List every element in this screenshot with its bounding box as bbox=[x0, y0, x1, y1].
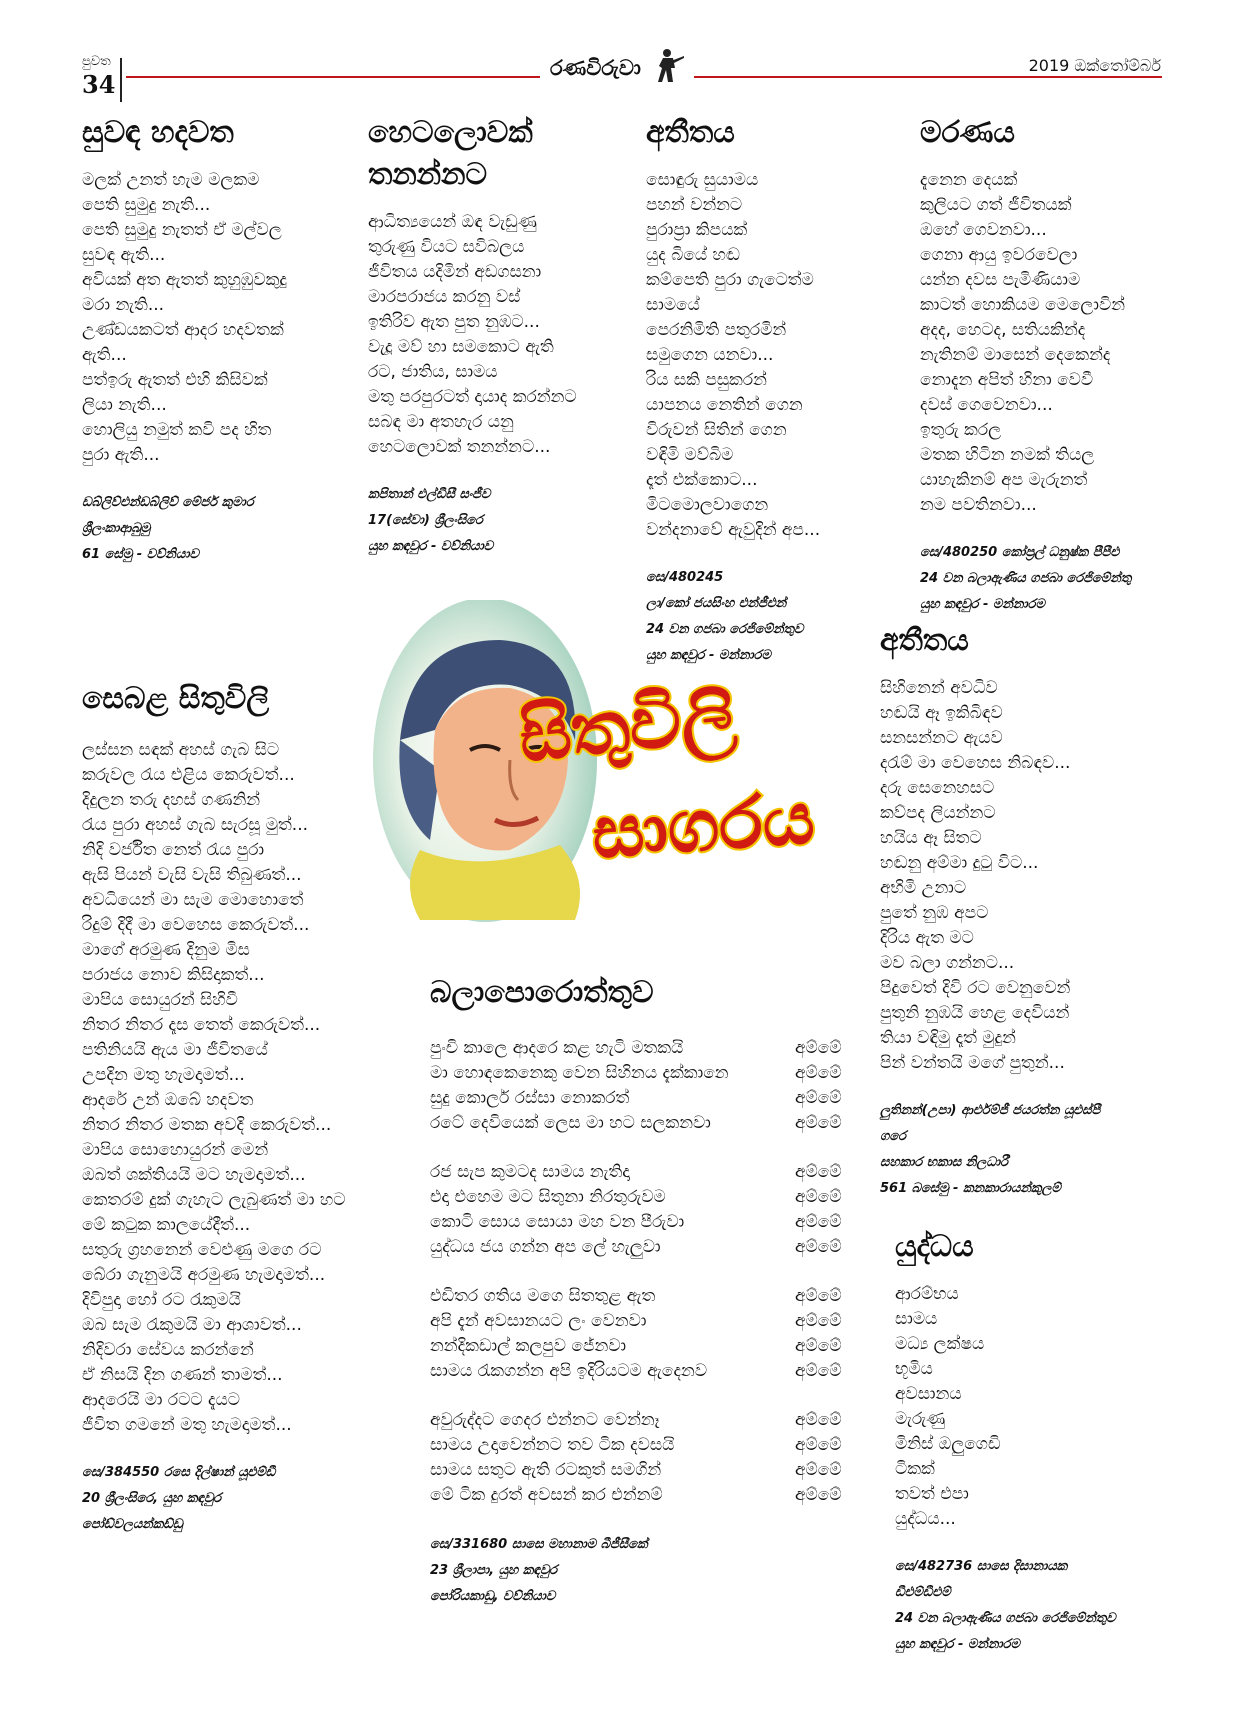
poem-line: ඇසි පියන් වැසි වැසි තිබුණත්... bbox=[82, 865, 302, 885]
poem-line: යන්න දවස පැමිණියාම bbox=[920, 270, 1081, 290]
poem-line: සනසන්නට ඇයව bbox=[880, 728, 1003, 748]
poem-row: මා හොඳකෙනෙකු වෙන සිහිනය දැක්කානෙ අම්මේ bbox=[430, 1061, 870, 1086]
poem-line: මතක හිටින නමක් තියල bbox=[920, 445, 1095, 465]
poem-title: අතීතය bbox=[646, 115, 735, 150]
poem-title: මරණය bbox=[920, 115, 1015, 150]
poem-line: රට, ජාතිය, සාමය bbox=[368, 362, 498, 382]
poem-line: ජීවිත ගමනේ මතු හැමදාමත්... bbox=[82, 1415, 292, 1435]
credit-line: ලා/කෝ ජයසිංහ එන්ජීඑන් bbox=[646, 596, 787, 611]
credit-line: සෙ/480250 කෝප්‍රල් ධනුෂ්ක පීපීඑ bbox=[920, 545, 1120, 560]
poem-line: මාරපරාජය කරනු වස් bbox=[368, 287, 521, 307]
credit-line: 20 ශ්‍රීලංසිරෙ, යුහ කඳවුර bbox=[82, 1491, 222, 1506]
poem-lines bbox=[880, 676, 1180, 1076]
poem-row: සාමය රැකගන්න අපි ඉදිරියටම ඇදෙනව අම්මේ bbox=[430, 1359, 870, 1384]
poem-line: සොඳුරු සුයාමය bbox=[646, 170, 759, 190]
poem-line: මාපිය සොයුරන් සිහිවී bbox=[82, 990, 238, 1010]
poem-lines bbox=[368, 210, 618, 460]
stanza bbox=[430, 1408, 870, 1508]
poem-credit bbox=[920, 540, 1180, 618]
poem-line: ඔහේ ගෙවනවා... bbox=[920, 220, 1047, 240]
sithuwili-sagaraya-artwork bbox=[360, 600, 860, 930]
poem-lines bbox=[82, 168, 352, 468]
credit-line: 24 වන බලාඇණිය ගජබා රෙජිමේන්තුව bbox=[895, 1611, 1116, 1626]
refrain: අම්මේ bbox=[795, 1361, 842, 1381]
poem-line: සතුරු ග්‍රහනෙන් වෙළුණු මගෙ රට bbox=[82, 1240, 322, 1260]
credit-line: යුහ කඳවුර - මන්නාරම bbox=[646, 648, 771, 663]
credit-line: 24 වන ගජබා රෙජිමේන්තුව bbox=[646, 622, 804, 637]
poem-balaporoththuwa bbox=[430, 972, 870, 1610]
poem-row: නන්දිකඩාල් කලපුව ජේනවා අම්මේ bbox=[430, 1334, 870, 1359]
poem-line: තියා වඳිමු දෑත් මුදුන් bbox=[880, 1028, 1016, 1048]
poem-line: පින් වන්තයි මගේ පුතුන්... bbox=[880, 1053, 1065, 1073]
poem-line: පුරා ඇති... bbox=[82, 445, 160, 465]
poem-row: සාමය උදාවෙන්නට තව ටික දවසයි අම්මේ bbox=[430, 1433, 870, 1458]
poem-line: සුවඳ ඇති... bbox=[82, 245, 166, 265]
poem-line: කුලියට ගත් ජීවිතයක් bbox=[920, 195, 1072, 215]
poem-line: සබඳ මා අතහැර යනු bbox=[368, 412, 514, 432]
refrain: අම්මේ bbox=[795, 1410, 842, 1430]
poem-line: විරුවන් සිතින් ගෙන bbox=[646, 420, 787, 440]
poem-line: කරුවල රැය එළිය කෙරුවත්... bbox=[82, 765, 295, 785]
poem-row: රජ සැප කුමටද සාමය නැතිදා අම්මේ bbox=[430, 1160, 870, 1185]
credit-line: යුහ කඳවුර - මන්නාරම bbox=[895, 1637, 1020, 1652]
poem-line: මාපිය සොහොයුරන් මෙන් bbox=[82, 1140, 269, 1160]
poem-line: හඬයි ඈ ඉකිබිඳව bbox=[880, 703, 1003, 723]
poem-title: සෙබළ සිතුවිලි bbox=[82, 681, 270, 716]
poem-credit bbox=[82, 1460, 382, 1538]
poem-line: නම පවතිනවා... bbox=[920, 495, 1037, 515]
poem-title: අතීතය bbox=[880, 623, 969, 658]
poem-line: සාමය bbox=[895, 1309, 938, 1329]
poem-line: ඉතිරිව ඇත පුත නුඹට... bbox=[368, 312, 540, 332]
poem-lines bbox=[895, 1282, 1155, 1532]
credit-line: යුහ කඳවුර - වව්නියාව bbox=[368, 539, 494, 554]
poem-line: මලක් උනත් හැම මලකම bbox=[82, 170, 260, 190]
credit-line: 24 වන බලාඇණිය ගජබා රෙජිමේන්තු bbox=[920, 571, 1132, 586]
poem-line: සාමයේ bbox=[646, 295, 700, 315]
refrain: අම්මේ bbox=[795, 1460, 842, 1480]
poem-yuddhaya bbox=[895, 1226, 1155, 1658]
poem-line: නැතිනම් මාසෙන් දෙකෙන්ද bbox=[920, 345, 1111, 365]
stanza bbox=[430, 1284, 870, 1384]
poem-line: කව්පද ලියන්නට bbox=[880, 803, 996, 823]
poem-line: උපදින මතු හැමදාමත්... bbox=[82, 1065, 245, 1085]
page-label: පුවත bbox=[82, 54, 111, 69]
poem-credit bbox=[82, 490, 352, 568]
credit-line: පෝරියකාඩු, වව්නියාව bbox=[430, 1589, 556, 1604]
refrain: අම්මේ bbox=[795, 1485, 842, 1505]
stanza bbox=[430, 1160, 870, 1260]
poem-title: හෙටලොවක් තනන්නට bbox=[368, 115, 533, 192]
poem-row: කොටි සොය සොයා මහ වන පීරුවා අම්මේ bbox=[430, 1210, 870, 1235]
poem-line: අවධියෙන් මා සැම මොහොතේ bbox=[82, 890, 304, 910]
poem-line: නොදැන අපිත් හිනා වෙවී bbox=[920, 370, 1094, 390]
poem-line: වඳිමි මව්බිම bbox=[646, 445, 734, 465]
poem-line: ආධිත්‍යයෙන් ඔඳ වැඩුණු bbox=[368, 212, 537, 232]
artwork-title-line2: සාගරය bbox=[589, 775, 818, 875]
header-rule-right bbox=[694, 76, 1162, 78]
poem-line: මව බලා ගන්නට... bbox=[880, 953, 1015, 973]
poem-line: බේරා ගැනුමයි අරමුණ හැමදාමත්... bbox=[82, 1265, 326, 1285]
credit-line: ඩීඑම්ඩීඑම් bbox=[895, 1585, 951, 1600]
poem-line: පෙති සුමුදු නැති... bbox=[82, 195, 211, 215]
credit-line: සෙ/384550 රසෙ දිල්ෂාන් යූඑම්ඩී bbox=[82, 1465, 276, 1480]
refrain: අම්මේ bbox=[795, 1237, 842, 1257]
poem-line: යුද බියේ හඬ bbox=[646, 245, 741, 265]
credit-line: සෙ/480245 bbox=[646, 570, 724, 585]
poem-line: මතු පරපුරටත් දායාද කරන්නට bbox=[368, 387, 577, 407]
woman-portrait-icon bbox=[399, 640, 580, 920]
poem-line: රිදුම් දිදී මා වෙහෙස කෙරුවත්... bbox=[82, 915, 310, 935]
poem-row: එදා එහෙම මට සිතුනා නිරතුරුවම අම්මේ bbox=[430, 1185, 870, 1210]
poem-line: දරු සෙනෙහසට bbox=[880, 778, 995, 798]
poem-line: ඒ නිසයි දින ගණන් තාමත්... bbox=[82, 1365, 283, 1385]
poem-line: මේ කටුක කාලයේදීත්... bbox=[82, 1215, 251, 1235]
poem-line: පරාජය නොව කිසිදාකත්... bbox=[82, 965, 265, 985]
poem-line: මිනිස් ඔලුගෙඩි bbox=[895, 1434, 1001, 1454]
poem-row: අවුරුද්දට ගෙදර එන්නට වෙන්නෑ අම්මේ bbox=[430, 1408, 870, 1433]
credit-line: 61 සේමු - වව්නියාව bbox=[82, 547, 199, 562]
refrain: අම්මේ bbox=[795, 1286, 842, 1306]
poem-lines bbox=[920, 168, 1180, 518]
refrain: අම්මේ bbox=[795, 1088, 842, 1108]
credit-line: 23 ශ්‍රීලාපා, යුහ කඳවුර bbox=[430, 1563, 558, 1578]
soldier-silhouette-icon bbox=[653, 48, 685, 84]
credit-line: සහකාර භකාස නිලධාරී bbox=[880, 1155, 1008, 1170]
credit-line: ලුතිනන්(උපා) ආර්එම්ජී ජයරත්න යූඑස්පී bbox=[880, 1103, 1101, 1118]
credit-line: සෙ/331680 සාසෙ මහානාම බීජීසීකේ bbox=[430, 1537, 648, 1552]
poem-line: ජීවිතය යදිමින් අඩගසනා bbox=[368, 262, 542, 282]
poem-line: තුරුණු වියට සවිබලය bbox=[368, 237, 525, 257]
refrain: අම්මේ bbox=[795, 1336, 842, 1356]
page-number: 34 bbox=[82, 70, 116, 99]
poem-line: වන්දනාවේ ඇවුදින් අප... bbox=[646, 520, 821, 540]
refrain: අම්මේ bbox=[795, 1162, 842, 1182]
poem-line: කෙතරම් දුක් ගැහැට ලැබුණත් මා හට bbox=[82, 1190, 346, 1210]
poem-line: දිවිපුදා හෝ රට රැකුමයි bbox=[82, 1290, 241, 1310]
poem-line: දිදුලන තරු දහස් ගණනින් bbox=[82, 790, 261, 810]
poem-line: මැරුණු bbox=[895, 1409, 946, 1429]
credit-line: 17(සේවා) ශ්‍රීලංසිරෙ bbox=[368, 513, 483, 528]
poem-row: පුංචි කාලෙ ආදරෙ කළ හැටි මතකයි අම්මේ bbox=[430, 1036, 870, 1061]
poem-line: මිටමොලවාගෙන bbox=[646, 495, 769, 515]
poem-line: හඬනු අම්මා දුටු විට... bbox=[880, 853, 1039, 873]
poem-line: කම්පෙති පුරා ගැටෙත්ම bbox=[646, 270, 814, 290]
issue-date: 2019 ඔක්තෝම්බර් bbox=[1028, 56, 1161, 75]
poem-line: යාහැකිනම් අප මැරුනත් bbox=[920, 470, 1088, 490]
poem-lines bbox=[430, 1036, 870, 1508]
poem-line: සිහිනෙන් අවධිව bbox=[880, 678, 998, 698]
poem-line: පුතේ නුඹ අපට bbox=[880, 903, 989, 923]
poem-line: අවියක් අත ඇතත් කුහුඹුවකුදු bbox=[82, 270, 287, 290]
refrain: අම්මේ bbox=[795, 1063, 842, 1083]
poem-line: රැය පුරා අහස් ගැබ සැරසූ මුත්... bbox=[82, 815, 309, 835]
poem-line: නිතර නිතර දෑස තෙත් කෙරුවත්... bbox=[82, 1015, 321, 1035]
poem-line: දැනෙන දෙයක් bbox=[920, 170, 1018, 190]
poem-line: අභිමි උනාට bbox=[880, 878, 967, 898]
poem-line: ලියා නැති... bbox=[82, 395, 167, 415]
poem-line: යුද්ධය... bbox=[895, 1509, 956, 1529]
poem-row: එඩිතර ගතිය මගෙ සිතතුළ ඇත අම්මේ bbox=[430, 1284, 870, 1309]
credit-line: ශ්‍රීලංකාආබුමු bbox=[82, 521, 150, 536]
poem-line: තවත් එපා bbox=[895, 1484, 969, 1504]
poem-line: අදද, හෙටද, සතියකින්ද bbox=[920, 320, 1086, 340]
credit-line: 561 බසේමු - කනකාරායන්කුලම් bbox=[880, 1181, 1061, 1196]
header-rule-left bbox=[126, 76, 540, 78]
poem-line: දවස් ගෙවෙනවා... bbox=[920, 395, 1053, 415]
poem-line: භූමිය bbox=[895, 1359, 933, 1379]
refrain: අම්මේ bbox=[795, 1435, 842, 1455]
poem-lines bbox=[646, 168, 876, 543]
poem-row: සුදු කොලර් රස්සා නොකරත් අම්මේ bbox=[430, 1086, 870, 1111]
poem-line: පිදුවෙත් දිවි රට වෙනුවෙන් bbox=[880, 978, 1071, 998]
poem-line: හයිය ඈ සිතට bbox=[880, 828, 982, 848]
refrain: අම්මේ bbox=[795, 1311, 842, 1331]
poem-line: කාටත් හොකියම මෙලොවින් bbox=[920, 295, 1125, 315]
poem-line: ඔබ සැම රැකුමයි මා ආශාවත්... bbox=[82, 1315, 302, 1335]
poem-row: අපි දැන් අවසානයට ලං වෙනවා අම්මේ bbox=[430, 1309, 870, 1334]
poem-credit bbox=[895, 1554, 1155, 1658]
poem-line: සමුගෙන යනවා... bbox=[646, 345, 774, 365]
poem-line: වැදූ මව් හා සමකොට ඇති bbox=[368, 337, 554, 357]
poem-line: හොලියු නමුත් කවි පද හිත bbox=[82, 420, 272, 440]
poem-line: උණ්ඩයකටත් ආදර හදවතක් bbox=[82, 320, 284, 340]
poem-line: පුරාප්‍රා කිපයක් bbox=[646, 220, 748, 240]
credit-line: යුහ කඳවුර - මන්නාරම bbox=[920, 597, 1045, 612]
newspaper-name: රණවිරුවා bbox=[550, 56, 641, 80]
credit-line: කපිතාන් එල්ඩීසී සංජීව bbox=[368, 487, 491, 502]
poem-line: රිය සකි පසුකරන් bbox=[646, 370, 767, 390]
poem-line: ලස්සන සඳක් අහස් ගැබ සිට bbox=[82, 740, 280, 760]
poem-line: නිදිවරා සේවය කරන්නේ bbox=[82, 1340, 254, 1360]
header-divider bbox=[120, 58, 122, 102]
poem-line: නිතර නිතර මතක අවදි කෙරුවත්... bbox=[82, 1115, 332, 1135]
refrain: අම්මේ bbox=[795, 1038, 842, 1058]
poem-sebala-sithuwili bbox=[82, 678, 382, 1538]
poem-maranaya bbox=[920, 112, 1180, 618]
credit-line: පෝඩ්වලයන්කඩ්ඩු bbox=[82, 1517, 183, 1532]
poem-line: යාපනය නෙතින් ගෙන bbox=[646, 395, 803, 415]
poem-line: ඇති... bbox=[82, 345, 127, 365]
poem-line: මාගේ අරමුණ දිනුම මිස bbox=[82, 940, 250, 960]
poem-title: බලාපොරොත්තුව bbox=[430, 975, 654, 1010]
poem-line: පතිනියයි ඇය මා ජීවිතයේ bbox=[82, 1040, 268, 1060]
credit-line: ගරෙ bbox=[880, 1129, 907, 1144]
poem-line: පත්ඉරු ඇතත් එහි කිසිවක් bbox=[82, 370, 268, 390]
poem-lines bbox=[82, 738, 382, 1438]
poem-line: අවසානය bbox=[895, 1384, 962, 1404]
poem-line: හෙටලොවක් තනන්නට... bbox=[368, 437, 551, 457]
poem-line: මධ්‍ය ලක්ෂය bbox=[895, 1334, 985, 1354]
poem-atheethaya-2 bbox=[880, 620, 1180, 1202]
poem-line: ඉතුරු කරල bbox=[920, 420, 1002, 440]
poem-line: පෙරනිමිති පතුරමින් bbox=[646, 320, 787, 340]
poem-line: දෑත් එක්කොට... bbox=[646, 470, 758, 490]
poem-title: සුවඳ හදවත bbox=[82, 115, 234, 150]
poem-line: ආදරෙයි මා රටට දැයට bbox=[82, 1390, 241, 1410]
poem-line: පෙති සුමුදු නැතත් ඒ මල්වල bbox=[82, 220, 282, 240]
poem-atheethaya-1 bbox=[646, 112, 876, 669]
poem-line: ගෙනා ආයු ඉවරවෙලා bbox=[920, 245, 1078, 265]
poem-line: ටිකක් bbox=[895, 1459, 935, 1479]
refrain: අම්මේ bbox=[795, 1113, 842, 1133]
poem-line: මරා නැති... bbox=[82, 295, 165, 315]
poem-row: රටේ දෙවියෙක් ලෙස මා හට සලකනවා අම්මේ bbox=[430, 1111, 870, 1136]
poem-row: යුද්ධය ජය ගන්න අප ලේ හැලුවා අම්මේ bbox=[430, 1235, 870, 1260]
poem-row: මේ ටික දුරත් අවසන් කර එන්නම් අම්මේ bbox=[430, 1483, 870, 1508]
poem-line: පුතුනි නුඹයි හෙළ දෙවියන් bbox=[880, 1003, 1070, 1023]
credit-line: ඩබ්ලිව්එන්ඩබ්ලිව් මේජර් කුමාර bbox=[82, 495, 254, 510]
poem-credit bbox=[368, 482, 618, 560]
page-header bbox=[0, 0, 1241, 110]
poem-line: දරැම් මා වෙහෙස නිබඳව... bbox=[880, 753, 1071, 773]
poem-credit bbox=[430, 1532, 870, 1610]
poem-line: දිරිය ඇත මට bbox=[880, 928, 974, 948]
credit-line: සෙ/482736 සාසෙ දිසානායක bbox=[895, 1559, 1068, 1574]
poem-line: ආරම්භය bbox=[895, 1284, 959, 1304]
refrain: අම්මේ bbox=[795, 1212, 842, 1232]
poem-credit bbox=[880, 1098, 1180, 1202]
stanza bbox=[430, 1036, 870, 1136]
poem-line: පහන් වන්නට bbox=[646, 195, 743, 215]
poem-line: ආදරේ උන් ඔබේ හදවත bbox=[82, 1090, 254, 1110]
poem-hetalowak-thanannata bbox=[368, 112, 618, 560]
poem-suwanda-hadawatha bbox=[82, 112, 352, 568]
refrain: අම්මේ bbox=[795, 1187, 842, 1207]
poem-title: යුද්ධය bbox=[895, 1229, 974, 1264]
poem-row: සාමය සතුට ඇති රටකුත් සමගින් අම්මේ bbox=[430, 1458, 870, 1483]
poem-line: නිදි වර්ජිත නෙත් රැය පුරා bbox=[82, 840, 265, 860]
poem-line: ඔබත් ශක්තියයි මට හැමදාමත්... bbox=[82, 1165, 306, 1185]
artwork-title-line1: සිතුවිලි bbox=[515, 672, 740, 779]
